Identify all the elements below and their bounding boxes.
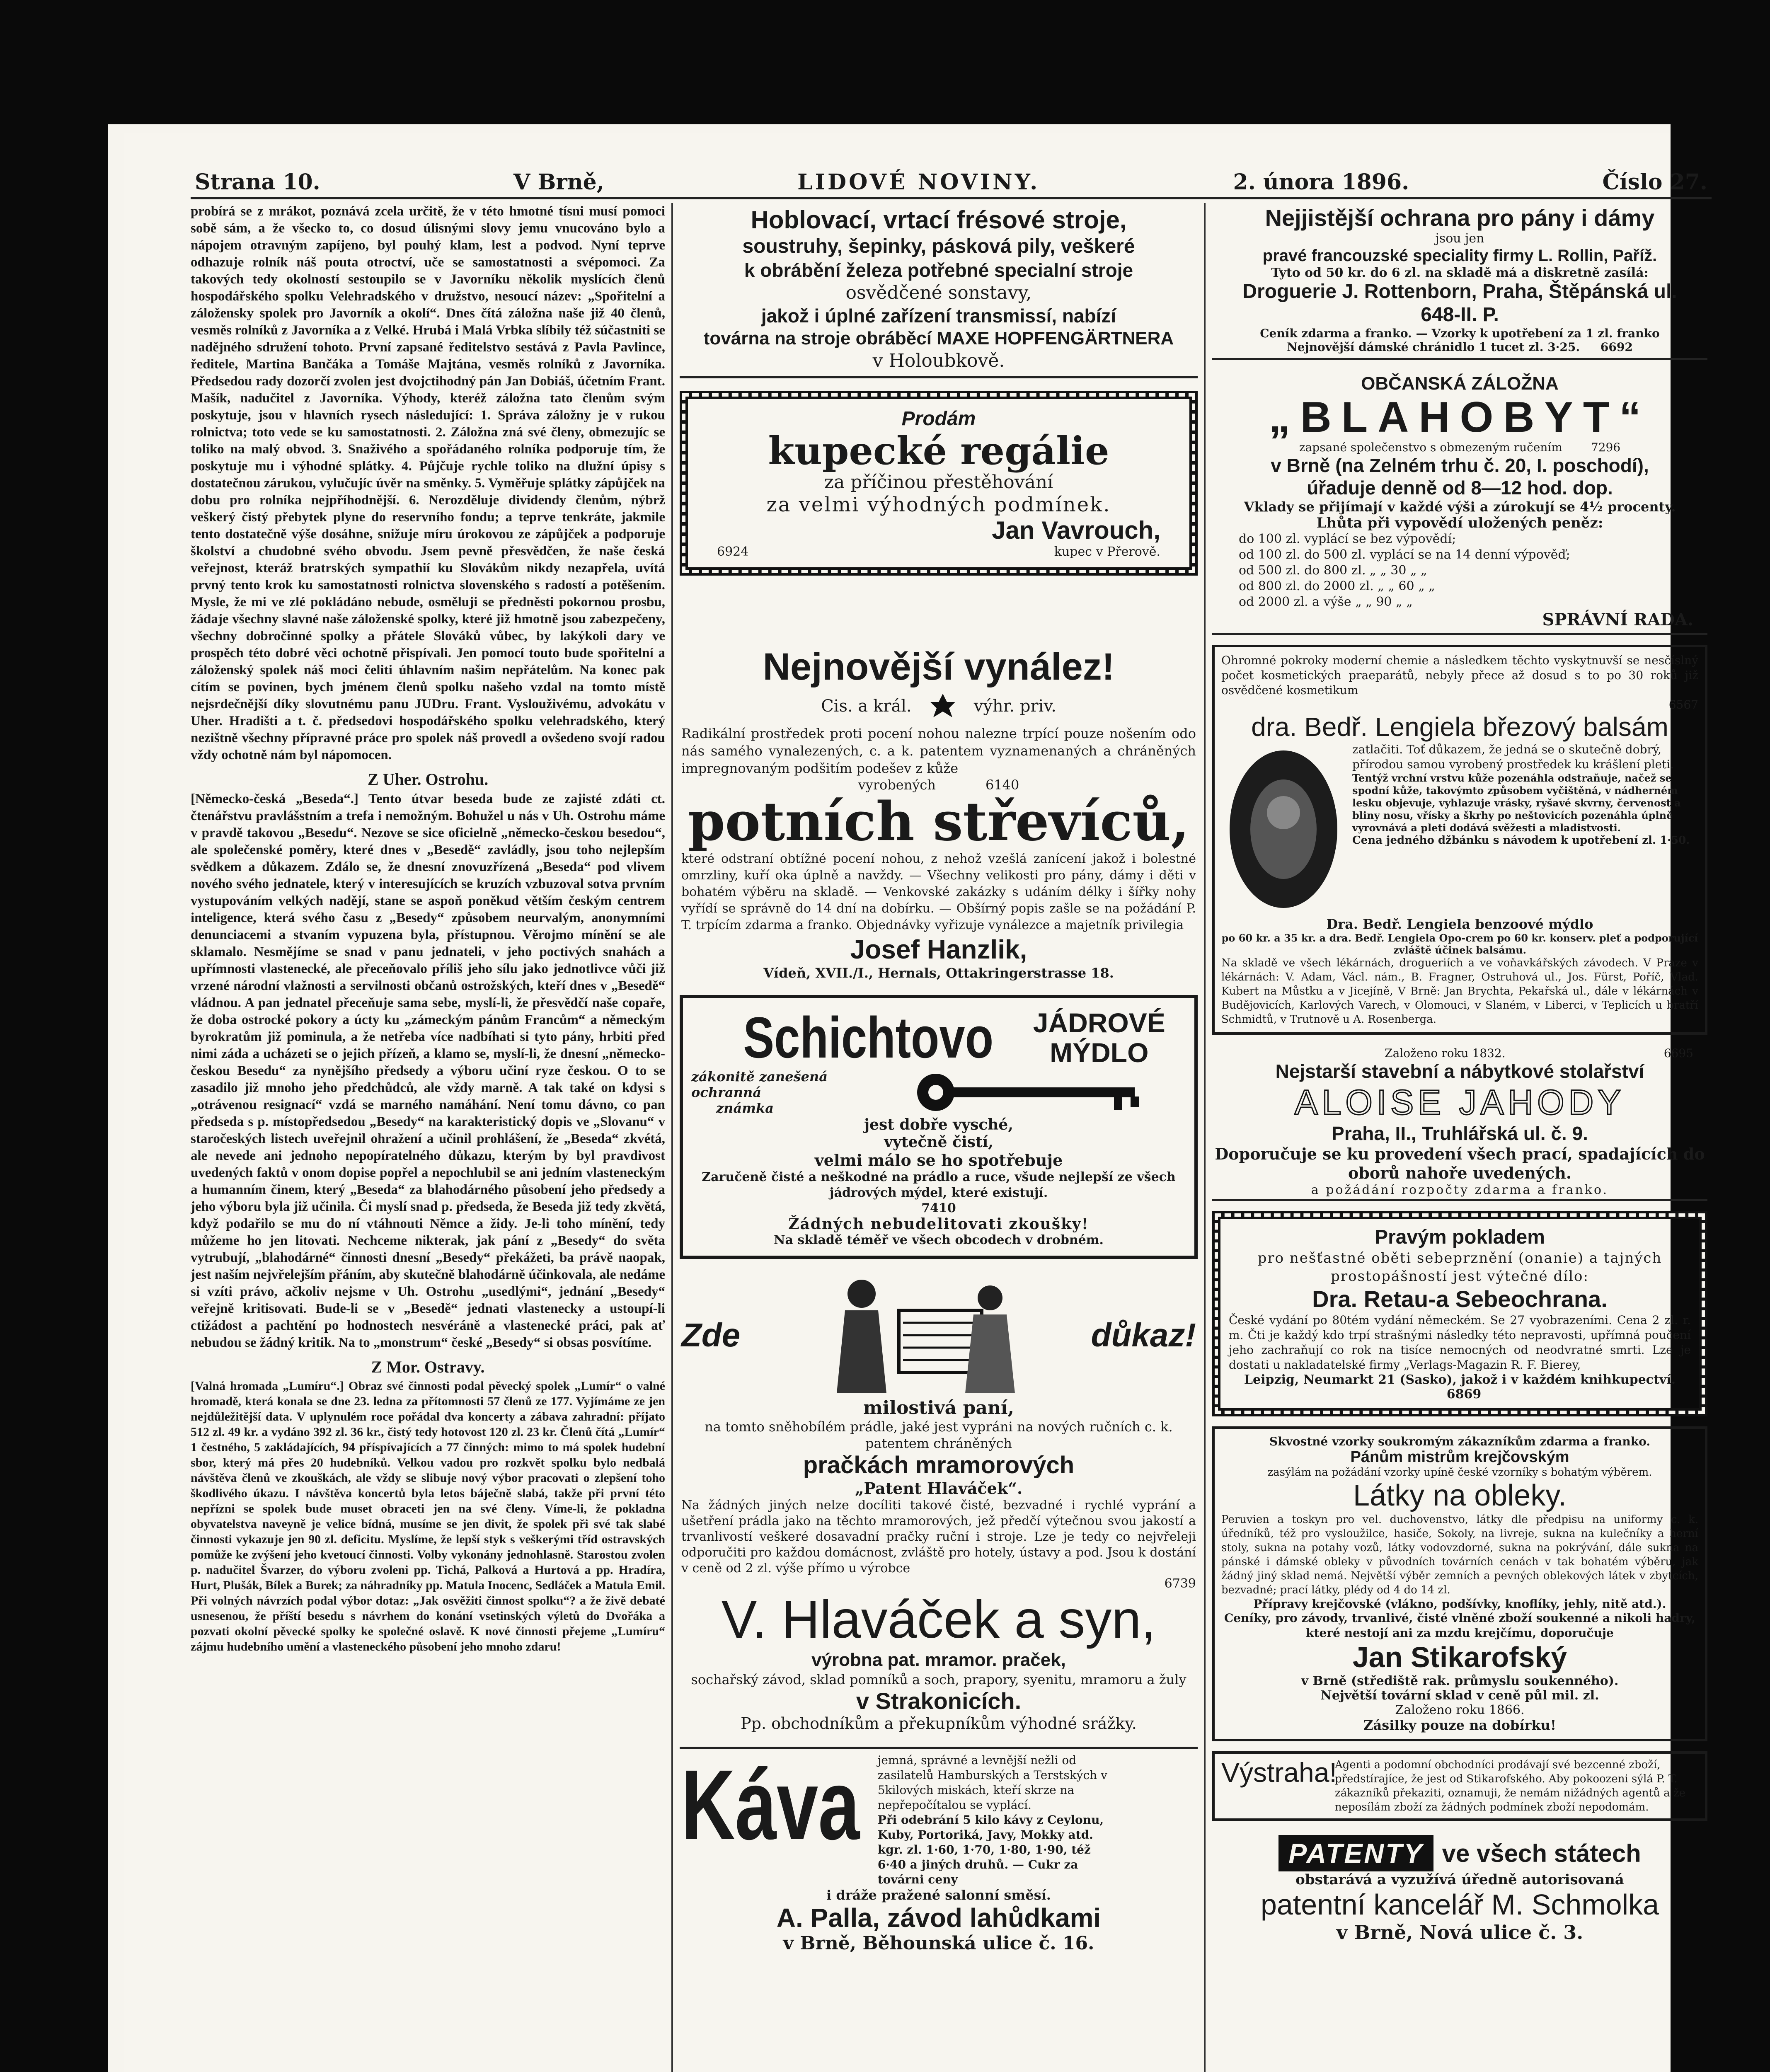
ad-stikarofsky-headline: Látky na obleky. xyxy=(1353,1479,1567,1512)
ad-coffee-top xyxy=(681,1749,1196,1887)
ad-lengiel-balsam xyxy=(1212,645,1707,1035)
ad-rollin-line: Tyto od 50 kr. do 6 zl. na skladě má a diskretně zasílá: xyxy=(1271,266,1649,280)
ad-jahoda-address: Praha, II., Truhlářská ul. č. 9. xyxy=(1332,1123,1588,1144)
ad-schicht-header xyxy=(691,1007,1186,1069)
ad-schicht-claim: velmi málo se ho spotřebuje xyxy=(814,1151,1063,1169)
ad-ref-number: 6140 xyxy=(985,777,1019,793)
ad-ref-number: 7296 xyxy=(1591,441,1621,454)
ad-washboards-zde: Zde xyxy=(681,1317,741,1353)
ad-coffee-subline: i dráže pražené salonní směsí. xyxy=(826,1887,1051,1903)
ad-washboards-city: v Strakonicích. xyxy=(856,1688,1022,1714)
ad-blahobyt-term-row: od 100 zl. do 500 zl. vyplácí se na 14 denní výpověď; xyxy=(1239,547,1570,562)
page-number: Strana 10. xyxy=(195,169,320,195)
ad-stikarofsky-cod: Zásilky pouze na dobírku! xyxy=(1363,1717,1556,1733)
ad-patents-top xyxy=(1214,1835,1706,1871)
issue-date: 2. února 1896. xyxy=(1233,169,1409,195)
column-middle xyxy=(680,203,1198,2072)
ad-washboards-patent: „Patent Hlaváček“. xyxy=(855,1479,1023,1498)
column-left xyxy=(191,203,665,2072)
ad-stikarofsky-founded: Založeno roku 1866. xyxy=(1395,1703,1525,1717)
ad-rollin-line: Nejnovější dámské chránidlo 1 tucet zl. 3·25. xyxy=(1287,340,1580,354)
ad-machine-tools-line: v Holoubkově. xyxy=(872,350,1005,371)
ad-ref-number: 6695 xyxy=(1663,1046,1693,1060)
ad-schicht-availability: Na skladě téměř ve všech obcodech v drobném. xyxy=(774,1233,1104,1247)
ad-shoes-product: potních střevíců, xyxy=(688,791,1189,853)
city: V Brně, xyxy=(513,169,604,195)
scan-border-left xyxy=(0,0,108,2072)
ad-warning xyxy=(1212,1751,1707,1821)
ad-retau-intro: pro nešťastné oběti sebeprznění (onanie) a tajných prostopášností jest výtečné dílo: xyxy=(1257,1250,1662,1285)
ad-stikarofsky-tailors: Pánům mistrům krejčovským xyxy=(1350,1448,1569,1466)
ad-lengiel-text: zatlačiti. Toť důkazem, že jedná se o skutečně dobrý, přírodou samou vyrobený prostředek ku krášlení pleti. xyxy=(1352,743,1674,771)
ad-machine-tools-line: k obrábění železa potřebné specialní stroje xyxy=(744,259,1133,281)
ad-blahobyt-title: „BLAHOBYT“ xyxy=(1269,393,1651,441)
ad-shoes-privilege xyxy=(681,692,1196,721)
ad-schicht-subtitle: MÝDLO xyxy=(1050,1037,1149,1068)
balsam-bottle-illustration-icon xyxy=(1221,742,1346,916)
page-header xyxy=(195,162,1707,195)
ad-lengiel-intro: Ohromné pokroky moderní chemie a následkem těchto vyskytnuvší se nesčíslný počet kosmetických praeparátů, nebyly přece až dosud s to po 30 roků již osvědčené kosmetikum xyxy=(1221,654,1698,697)
ad-blahobyt-address: v Brně (na Zelném trhu č. 20, I. poschodí), xyxy=(1271,455,1649,476)
ad-schicht-slogan: Žádných nebudelitovati zkoušky! xyxy=(788,1215,1089,1233)
ad-rollin-shop-number: 648-II. P. xyxy=(1421,304,1499,326)
ad-schicht-text: Zaručeně čisté a neškodné na prádlo a ruce, všude nejlepší ze všech jádrových mýdel, které existují. xyxy=(702,1170,1176,1200)
ad-warning-headline: Výstraha! xyxy=(1221,1757,1337,1788)
ad-patents xyxy=(1212,1831,1707,1948)
ad-rollin-line: pravé francouzské speciality firmy L. Rollin, Paříž. xyxy=(1262,247,1657,265)
ad-lengiel-price: Cena jedného džbánku s návodem k upotřebení zl. 1·50. xyxy=(1352,834,1690,847)
heading-mor-ostrava: Z Mor. Ostravy. xyxy=(371,1358,485,1376)
ad-rollin-last xyxy=(1214,340,1706,354)
ad-machine-tools-line: soustruhy, šepinky, pásková pily, veškeré xyxy=(742,235,1135,257)
article-mor-ostrava: [Valná hromada „Lumíru“.] Obraz své činnosti podal pěvecký spolek „Lumír“ o valné hromadě, která konala se dne 23. ledna za přítomnosti 57 členů ze 177. Vyjímáme ze jen nejdůležitější data. V uplynulém roce pořádal dva koncerty a zábava zahradní: příjato 512 zl. 49 kr. a vydáno 392 zl. 36 kr., čistý tedy hotovost 120 zl. 23 kr. Členů čítá „Lumír“ 1 čestného, 5 zakládajících, 94 příspívajících a 77 činných: mimo to má spolek hudební sbor, který má přes 20 hudebníků. Velkou vadou pro rozkvět spolku bylo nedbalá návštěva členů ve zkouškách, ale vždy se slibuje nový výbor pracovati o zlepšení toho škodlivého úkazu. I návštěva koncertů byla letos báječně slabá, takže při první této nepřízni se spolek bude muset obraceti jen na své členy. Víme-li, že pokladna obyvatelstva naveyně je velice bídná, musíme se jen divit, že spolek při své tak slabé činnosti vykazuje jen 90 zl. deficitu. Myslíme, že lepší styk s veškerými tříd ostravských pomůže ke zvýšení jeho kvetoucí činnosti. Volby vykonány jednohlasně. Starostou zvolen p. nadučitel Švarzer, do výboru zvoleni pp. Tichá, Palková a Hurtová a pp. Hradíra, Hurt, Plušák, Bílek a Burek; za náhradníky pp. Matula Inocenc, Sedláček a Matula Emil. Při volných návrzích podal výbor dotaz: „Jak osvěžiti činnost spolku“? a že živě debaté usnesenou, že příští besedu s návrhem do konání vsetinských výletů do Dvořáka a pozvati okolní pěvecké spolky ke společné oslavě. K nové činnosti přejeme „Lumíru“ zájmu hudebního umění a vlasteneckého působení jeho mnoho zdaru! xyxy=(191,1379,665,1653)
ad-blahobyt-term-row: od 2000 zl. a výše „ „ 90 „ „ xyxy=(1239,595,1413,609)
ad-coffee-shop: A. Palla, závod lahůdkami xyxy=(776,1903,1101,1933)
ad-shop-fittings-headline: kupecké regálie xyxy=(768,428,1109,473)
ad-blahobyt-term-row: do 100 zl. vyplácí se bez výpovědí; xyxy=(1239,532,1456,546)
ad-lengiel-stockists: Na skladě ve všech lékárnách, drogueriích a ve voňavkářských závodech. V Praze v lékárnách: V. Adam, Václ. nám., B. Fragner, Ostruhová ul., Jos. Fürst, Poříč, Vlad. Kubert na Můstku a v Jicejíně, V Brně: Jan Brychta, Pekařská ul., dále v lékárnách v Budějovicích, Karlových Varech, v Olomouci, v Slaném, v Liberci, v Teplicích u bratří Schmidtů, v Trutnově u A. Rosenberga. xyxy=(1221,957,1698,1026)
ad-ref-number: 6692 xyxy=(1600,340,1633,354)
ad-washboards xyxy=(680,1269,1198,1737)
ad-patents-label: PATENTY xyxy=(1278,1835,1433,1871)
ad-stikarofsky-quality: Ceníky, pro závody, trvanlivé, čisté vlněné zboží soukenné a nikoli hadry, které nestojí ani za mzdu krejčímu, doporučuje xyxy=(1224,1611,1696,1640)
ad-blahobyt-deposits: Vklady se přijímají v každé výši a zúrokují se 4½ procenty. xyxy=(1244,499,1676,515)
ad-rollin-shop: Droguerie J. Rottenborn, Praha, Štěpánská ul. xyxy=(1242,281,1677,303)
ad-shop-fittings-label: Prodám xyxy=(901,408,976,430)
ad-shoes-maker: Josef Hanzlik, xyxy=(850,934,1027,964)
ad-stikarofsky-text: Peruvien a toskyn pro vel. duchovenstvo, látky dle předpisu na uniformy c. k. úředníků, též pro vysloužilce, hasiče, Sokoly, na livreje, sukna na kulečníky a herní stoly, sukna na potahy vozů, látky vodovzdorné, sukna na pokrývání, dále sukna na pánské i dámské obleky v původních továrních cenách v tak bohatém výběru, jak žádný jiný sklad nemá. Největší výběr zemních a pevných oblekových látek v zbytcích, bezvadné; prací látky, plédy od 4 do 14 zl. xyxy=(1221,1513,1698,1596)
ad-patents-headline: ve všech státech xyxy=(1442,1839,1641,1867)
ad-shop-fittings-line: za velmi výhodných podmínek. xyxy=(766,493,1111,516)
ad-patents-office: patentní kancelář M. Schmolka xyxy=(1260,1888,1659,1921)
ad-ref-number: 6567 xyxy=(1668,698,1698,712)
ad-shop-fittings xyxy=(680,391,1198,576)
ad-ref-number: 6739 xyxy=(1164,1576,1196,1591)
ad-stikarofsky-name: Jan Stikarofský xyxy=(1352,1641,1567,1673)
ad-shoes-subline-text: vyrobených xyxy=(858,777,936,793)
ad-shoes-description: které odstraní obtížné pocení nohou, z nehož vzešlá zanícení jakož i bolestné omrzliny, kuří oka úplně a navždy. — Všechny velikosti pro pány, dámy i děti v bohatém výběru na skladě. — Venkovské zakázky s udáním délky i šířky nohy vyřídí se správně do 14 dní na dobírku. — Obšírný popis zašle se na požádání P. T. trpícím zdarma a franko. Objednávky vyřizuje vynálezce a majetník privilegia xyxy=(681,852,1196,932)
ad-stikarofsky xyxy=(1212,1426,1707,1741)
ad-washboards-intro: na tomto sněhobílém prádle, jaké jest vypráni na nových ručních c. k. patentem chráněných xyxy=(705,1419,1173,1451)
ad-washboards-product: pračkách mramorových xyxy=(803,1452,1075,1479)
ad-lengiel-effects: Tentýž vrchní vrstvu kůže pozenáhla odstraňuje, načež se spodní kůže, takovýmto způsobem vyčištěná, v nádherném lesku objevuje, vyhlazuje vrásky, ryšavé skvrny, červenost a bliny nosu, vřísky a škrhy po neštovicích pozenáhla úplně vyrovnává a pleti dodává svěžesti a mladistvosti. xyxy=(1352,772,1681,834)
ad-shoes xyxy=(680,634,1198,985)
scan-border-top xyxy=(0,0,1770,124)
ad-schicht-trademark-line: zákonitě zanešená ochranná xyxy=(691,1069,828,1100)
ad-stikarofsky-warehouse: Největší tovární sklad v ceně půl mil. zl. xyxy=(1320,1688,1599,1703)
ad-stikarofsky-city: v Brně (střediště rak. průmyslu soukenného). xyxy=(1301,1674,1619,1688)
article-javornik: probírá se z mrákot, poznává zcela určitě, že v této hmotné tísni musí pomoci sobě sám, a že všecko to, co dosud úlisnými slovy jemu vnucováno bylo a nápojem otravným zapíjeno, byl pouhý klam, lest a podvod. Nyní teprve odhazuje rolník náš pouta otroctví, uče se samostatnosti a svépomoci. Za takových tedy okolností sestoupilo se v Javorníku několik myslících členů hospodářského spolku Velehradského v družstvo, nesoucí název: „Spořitelní a záložensky spolek pro Javorník a okolí“. Dnes čítá záložna naše již 40 členů, vesměs rolníků z Javorníka a z Velké. Hrubá i Malá Vrbka slíbily též súčastniti se nadějného sdružení tohoto. První zapsané ředitelstvo sestává z Pavla Pavlince, ředitele, Martina Bančáka a Tomáše Majtána, vesměs rolníků z Javorníka. Předsedou rady dozorčí zvolen jest dvojctihodný pán Jan Dobiáš, účetním Frant. Mašík, nadučitel z Javorníka. Výhody, kteréž záložna tato členům svým poskytuje, jsou v hlavních rysech následující: 1. Správa záložny je v rukou rolnictva; toto vede se ku samostatnosti. 2. Záložna zná své členy, obmezujíc se toliko na malý obvod. 3. Snaživého a spořádaného rolníka podporuje tím, že poskytuje mu i výhodné splátky. 4. Půjčuje rychle toliko na dlužní úpisy s dostatečnou zárukou, vylučujíc úvěr na směnky. 5. Vyměřuje splátky zápůjček na dobu pro rolníka nejpříhodnější. 6. Nerozděluje dividendy členům, nýbrž veškerý čistý přebytek plyne do reservního fondu; a teprve tenkráte, jakmile tento dostatečně výše dosáhne, snižuje míru úrokovou ze zápůjček a podporuje školství a chudobné svého obvodu. Jsem pevně přesvědčen, že naše česká veřejnost, kteráž bratrských sympathií ku Slovákům nikdy nezapřela, uvítá prvný tento krok ku samostatnosti rolnictva slovenského s radostí a potěšením. Mysle, že mi ve zlé pokládáno nebude, osměluji se předněsti pokornou prosbu, žádaje všechny slavné naše záloženské spolky, které již hmotně jsou zabezpečeny, všechny dobročinné spolky a přátele Slováků vůbec, by lakýkoli dary ve prospěch této dobré věci ochotně přispívali. Jen pomocí touto bude spořitelní a záloženský spolek náš moci čeliti úhlavním našim nepřátelům. Na konec pak cítím se povinen, bych jménem členů spolku našeho vzdal na tomto místě nejsrdečnější díky slovutnému panu JUDru. Frant. Vyslouživému, advokátu v Uher. Hradišti a t. č. předsedovi hospodářského spolku velehradského, který nezištně všechny přípravné práce pro spolek náš provedl a ovšedeno svojí radou vždy ochotně nám byl nápomocen. xyxy=(191,204,665,762)
ad-jahoda-name: ALOISE JAHODY xyxy=(1294,1083,1625,1122)
ad-ref-number: 6924 xyxy=(717,545,749,559)
column-divider-2 xyxy=(1204,203,1206,2072)
ad-schicht-trademark-line: známka xyxy=(716,1100,774,1116)
ad-patents-address: v Brně, Nová ulice č. 3. xyxy=(1336,1921,1584,1944)
header-rule xyxy=(191,197,1712,199)
ad-retau-publisher xyxy=(1229,1372,1691,1402)
ad-washboards-subline: sochařský závod, sklad pomníků a soch, prapory, syenitu, mramoru a žuly xyxy=(691,1672,1186,1687)
ad-washboards-dukaz: důkaz! xyxy=(1091,1317,1196,1353)
ad-blahobyt-term-row: od 800 zl. do 2000 zl. „ „ 60 „ „ xyxy=(1239,579,1435,593)
ad-stikarofsky-line: zasýlám na požádání vzorky upíně české vzorníky s bohatým výběrem. xyxy=(1267,1466,1652,1479)
ad-shoes-text: Radikální prostředek proti pocení nohou nalezne trpící pouze nošením odo nás samého vynalezených, c. a k. patentem vyznamenaných a chráněných impregnovaným podšitím podešev z kůže xyxy=(681,726,1196,776)
ad-shop-fittings-line: za příčinou přestěhování xyxy=(824,472,1053,493)
ad-coffee-prices: Při odebrání 5 kilo kávy z Ceylonu, Kuby, Portoriká, Javy, Mokky atd. kgr. zl. 1·60, 1·70, 1·80, 1·90, též 6·40 a jiných druhů. — Cukr za továrni ceny xyxy=(877,1813,1104,1886)
article-uh-ostroh: [Německo-česká „Beseda“.] Tento útvar beseda bude ze zajisté zdáti ct. čtenářstvu pravlášstním a trefa i nemožným. Bohužel u nás v Uh. Ostrohu máme v pravdě takovou „Besedu“. Nezove se sice oficielně „německo-českou besedou“, ale společenské poměry, které dnes v „Besedě“ zavládly, jsou toho nejlepším svědkem a důkazem. Zdálo se, že dnesní znovuzřízená „Beseda“ pod vlivem nového svého jednatele, který v interesujících se kruzích vzbuzoval sotva prvním vystupováním velkých nadějí, stane se aspoň poněkud větším českým centrem inteligence, která svého času z „Besedy“ způsobem neurvalým, anonymními denunciacemi a stvaním vypuzena byla, přístupnou. Věrojmo mínění se ale sklamalo. Nesmějíme se snad v panu jednateli, v jeho poctivých snahách a upřímnosti vlastenecké, ale přeceňovalo příliš jeho sílu jako jednotlivce vůči již vrzené národní vlažnosti a servilnosti občanů ostrožských, kteří dnes v „Besedě“ vládnou. A pan jednatel přeceňuje sama sebe, myslí-li, že přesvědčí naše copaře, že doba ostrocké pokory a úcty ku „zámeckým pánům Francům“ a německým byrokratům již pominula, a že netřeba více nadbíhati si tyto pány, hrbiti před nimi záda a ucházeti se o jejich přízeň, a klamo se, myslí-li, že dnesní „německo-českou Besedu“ za nynějšího předsedy a výboru učiní ryze českou. O to se zasadilo již mnoho jeho předchůdců, ale vždy marně. A tak také on kdysi s „otrávenou resignací“ vzdá se marného namáhání. Není tomu dávno, co pan předseda s p. místopředsedou „Besedy“ na karakteristický dopis ve „Slovanu“ v staročeských listech uveřejnil ohražení a učinil prohlášení, že „Beseda“ zkvétá, ale nevede ani jednoho nepopíratelného důkazu, kterým by byl pravdivost uvedených faktů v onom dopise popřel a nepochlubil se ani jedním vlasteneckým a humanním činem, který „Beseda“ za blahodárného působení jeho předsedy a jeho výboru byla již učinila. Či myslí snad p. předseda, že Beseda již tedy zkvětá, když podařilo se mu do ní vtáhnouti Němce a židy. Je-li toho mínění, tedy můžeme ho jen litovati. Nechceme nikterak, jak pání z „Besedy“ do světa vytrubují, „blahodárné“ činnosti dnesní „Besedy“ překážeti, ba právě naopak, jest naším nejvřelejším přáním, aby skutečně blahodárně účinkovala, ale nedáme si vzíti právo, ačkoliv nejsme v Uh. Ostrohu „usedlými“, jednání „Besedy“ veřejně kritisovati. Bude-li se v „Besedě“ jednati vlastenecky a ustoupí-li ctižádost a pachtění po hodnostech nesvéráně a vlastenecké práci, pak ať nebudou se žádný kritik. Na to „monstrum“ české „Besedy“ si obsas posvítíme. xyxy=(191,792,665,1350)
ad-machine-tools-headline: Hoblovací, vrtací frésové stroje, xyxy=(751,206,1127,234)
ad-machine-tools-line: továrna na stroje obráběcí MAXE HOPFENGÄRTNERA xyxy=(703,328,1174,349)
ad-blahobyt-line: zapsané společenstvo s obmezeným ručením xyxy=(1299,441,1562,454)
ad-coffee-headline: Káva xyxy=(681,1749,860,1860)
ad-washboards-subline: výrobna pat. mramor. praček, xyxy=(811,1650,1066,1670)
ad-blahobyt xyxy=(1212,370,1707,635)
ad-shop-fittings-name: Jan Vavrouch, xyxy=(992,516,1160,544)
column-divider-1 xyxy=(671,203,673,2072)
ad-shop-fittings-footer xyxy=(700,545,1177,559)
ad-blahobyt-sub xyxy=(1214,441,1706,454)
washerwoman-illustration-icon xyxy=(808,1273,1023,1397)
ad-rollin-headline: Nejjistější ochrana pro pány i dámy xyxy=(1265,205,1655,231)
ad-shop-fittings-place: kupec v Přerově. xyxy=(1054,545,1160,559)
ad-shoes-privilege-label: Cis. a král. xyxy=(821,697,912,716)
ad-schicht-claim: vytečně čistí, xyxy=(884,1133,993,1151)
ad-schicht-soap xyxy=(680,995,1198,1259)
ad-machine-tools-line: osvědčené sonstavy, xyxy=(845,282,1032,303)
newspaper-title: LIDOVÉ NOVINY. xyxy=(797,169,1040,195)
ad-jahoda-headline: Nejstarší stavební a nábytkové stolařství xyxy=(1275,1060,1644,1082)
ad-blahobyt-hours: úřaduje denně od 8—12 hod. dop. xyxy=(1307,477,1613,499)
column-right xyxy=(1212,203,1707,2072)
ad-schicht-subtitle: JÁDROVÉ xyxy=(1033,1007,1165,1038)
heading-uh-ostroh: Z Uher. Ostrohu. xyxy=(367,770,489,789)
key-trademark-icon xyxy=(907,1072,1155,1113)
ad-blahobyt-term-row: od 500 zl. do 800 zl. „ „ 30 „ „ xyxy=(1239,563,1427,578)
ad-washboards-illustration-row xyxy=(681,1273,1196,1397)
ad-retau-headline: Pravým pokladem xyxy=(1375,1226,1545,1248)
ad-coffee xyxy=(680,1747,1198,1958)
ad-stikarofsky-samples: Skvostné vzorky soukromým zákazníkům zdarma a franko. xyxy=(1269,1435,1651,1448)
ad-ref-number: 7410 xyxy=(921,1201,956,1215)
ad-patents-line: obstarává a vyzužívá úředně autorisovaná xyxy=(1295,1871,1624,1888)
ad-schicht-trademark xyxy=(691,1069,1186,1116)
ad-retau-text: České vydání po 80tém vydání německém. Se 27 vyobrazeními. Cena 2 zl. r. m. Čti je každý kdo trpí strašnými následky této nepravosti, upřímná poučení jeho zachraňují co rok na tisíce nemocných od neodvratné smrti. Lze je dostati u nakladatelské firmy „Verlags-Magazin R. F. Bierey, xyxy=(1229,1313,1691,1372)
issue-number: Číslo 27. xyxy=(1602,169,1707,195)
ad-shoes-address: Vídeň, XVII./I., Hernals, Ottakringerstrasse 18. xyxy=(763,965,1114,981)
ad-machine-tools xyxy=(680,203,1198,378)
ad-jahoda-founded: Založeno roku 1832. xyxy=(1385,1046,1506,1060)
ad-rollin xyxy=(1212,203,1707,360)
ad-machine-tools-line: jakož i úplné zařízení transmissí, nabízí xyxy=(761,305,1116,327)
ad-jahoda-text: Doporučuje se ku provedení všech prací, spadajících do oborů nahoře uvedených. xyxy=(1215,1145,1705,1182)
ad-lengiel-headline: dra. Bedř. Lengiela březový balsám xyxy=(1251,712,1668,742)
ad-lengiel-soap: Dra. Bedř. Lengiela benzoové mýdlo xyxy=(1326,916,1593,932)
ad-jahoda xyxy=(1212,1045,1707,1201)
ad-coffee-address: v Brně, Běhounská ulice č. 16. xyxy=(783,1933,1094,1954)
ad-coffee-text: jemná, správné a levnější nežli od zasilatelů Hamburských a Terstských v 5kilových miskách, kteří skrze na nepřepočítalou se vyplácí. xyxy=(877,1753,1107,1812)
ad-rollin-line: jsou jen xyxy=(1435,231,1484,246)
ad-schicht-brand: Schichtovo xyxy=(743,1005,994,1070)
ad-blahobyt-terms xyxy=(1214,531,1706,610)
ad-lengiel-soap-price: po 60 kr. a 35 kr. a dra. Bedř. Lengiela Opo-crem po 60 kr. konserv. pleť a podporující zvláště účinek balsámu. xyxy=(1221,932,1698,956)
ad-blahobyt-board: SPRÁVNÍ RADA. xyxy=(1542,610,1693,629)
ad-stikarofsky-supplies: Přípravy krejčovské (vlákno, podšívky, knoflíky, jehly, nitě atd.). xyxy=(1253,1597,1666,1611)
ad-washboards-maker: V. Hlaváček a syn, xyxy=(721,1590,1156,1649)
ad-ref-number: 6869 xyxy=(1446,1387,1482,1402)
ad-rollin-line: Ceník zdarma a franko. — Vzorky k upotřebení za 1 zl. franko xyxy=(1260,327,1660,340)
ad-blahobyt-label: OBČANSKÁ ZÁLOŽNA xyxy=(1361,373,1559,394)
ad-blahobyt-terms-title: Lhůta při vypovědí uložených peněz: xyxy=(1316,515,1603,531)
ad-jahoda-footer: a požádání rozpočty zdarma a franko. xyxy=(1311,1183,1609,1197)
ad-shoes-privilege-label: výhr. priv. xyxy=(973,697,1056,716)
ad-lengiel-body xyxy=(1221,742,1698,916)
ad-warning-text: Agenti a podomní obchodníci prodávají své bezcenné zboží, předstírajíce, že jest od Stikarofského. Aby pokoozeni sýlá P. T. zákazníků překaziti, oznamuji, že nemám nižádných agentů a že neposílám zboží za žádných podmínek zboží nepodomám. xyxy=(1335,1759,1685,1813)
ad-schicht-claim: jest dobře vysché, xyxy=(864,1116,1013,1133)
ad-retau xyxy=(1212,1211,1707,1416)
ad-retau-address: Leipzig, Neumarkt 21 (Sasko), jakož i v každém knihkupectví. xyxy=(1244,1372,1676,1387)
ad-washboards-text: Na žádných jiných nelze docíliti takové čisté, bezvadné i rychlé vyprání a ušetření prádla jako na těchto mramorových, jež předčí výtečnou svou jakostí a trvanlivostí veškeré dosavadní pračky ruční i stroje. Lze je tedy co nejvřeleji odporučiti pro každou domácnost, zvláště pro hotely, ústavy a pod. Jsou k dostání v ceně od 2 zl. výše přímo u výrobce xyxy=(681,1498,1196,1576)
ad-shoes-headline: Nejnovější vynález! xyxy=(763,646,1115,688)
ad-jahoda-top xyxy=(1214,1046,1706,1060)
ad-washboards-address: milostivá paní, xyxy=(863,1397,1014,1418)
ad-washboards-discount: Pp. obchodníkům a překupníkům výhodné srážky. xyxy=(741,1714,1137,1733)
ad-retau-title: Dra. Retau-a Sebeochrana. xyxy=(1312,1286,1608,1312)
eagle-emblem-icon xyxy=(928,692,957,721)
